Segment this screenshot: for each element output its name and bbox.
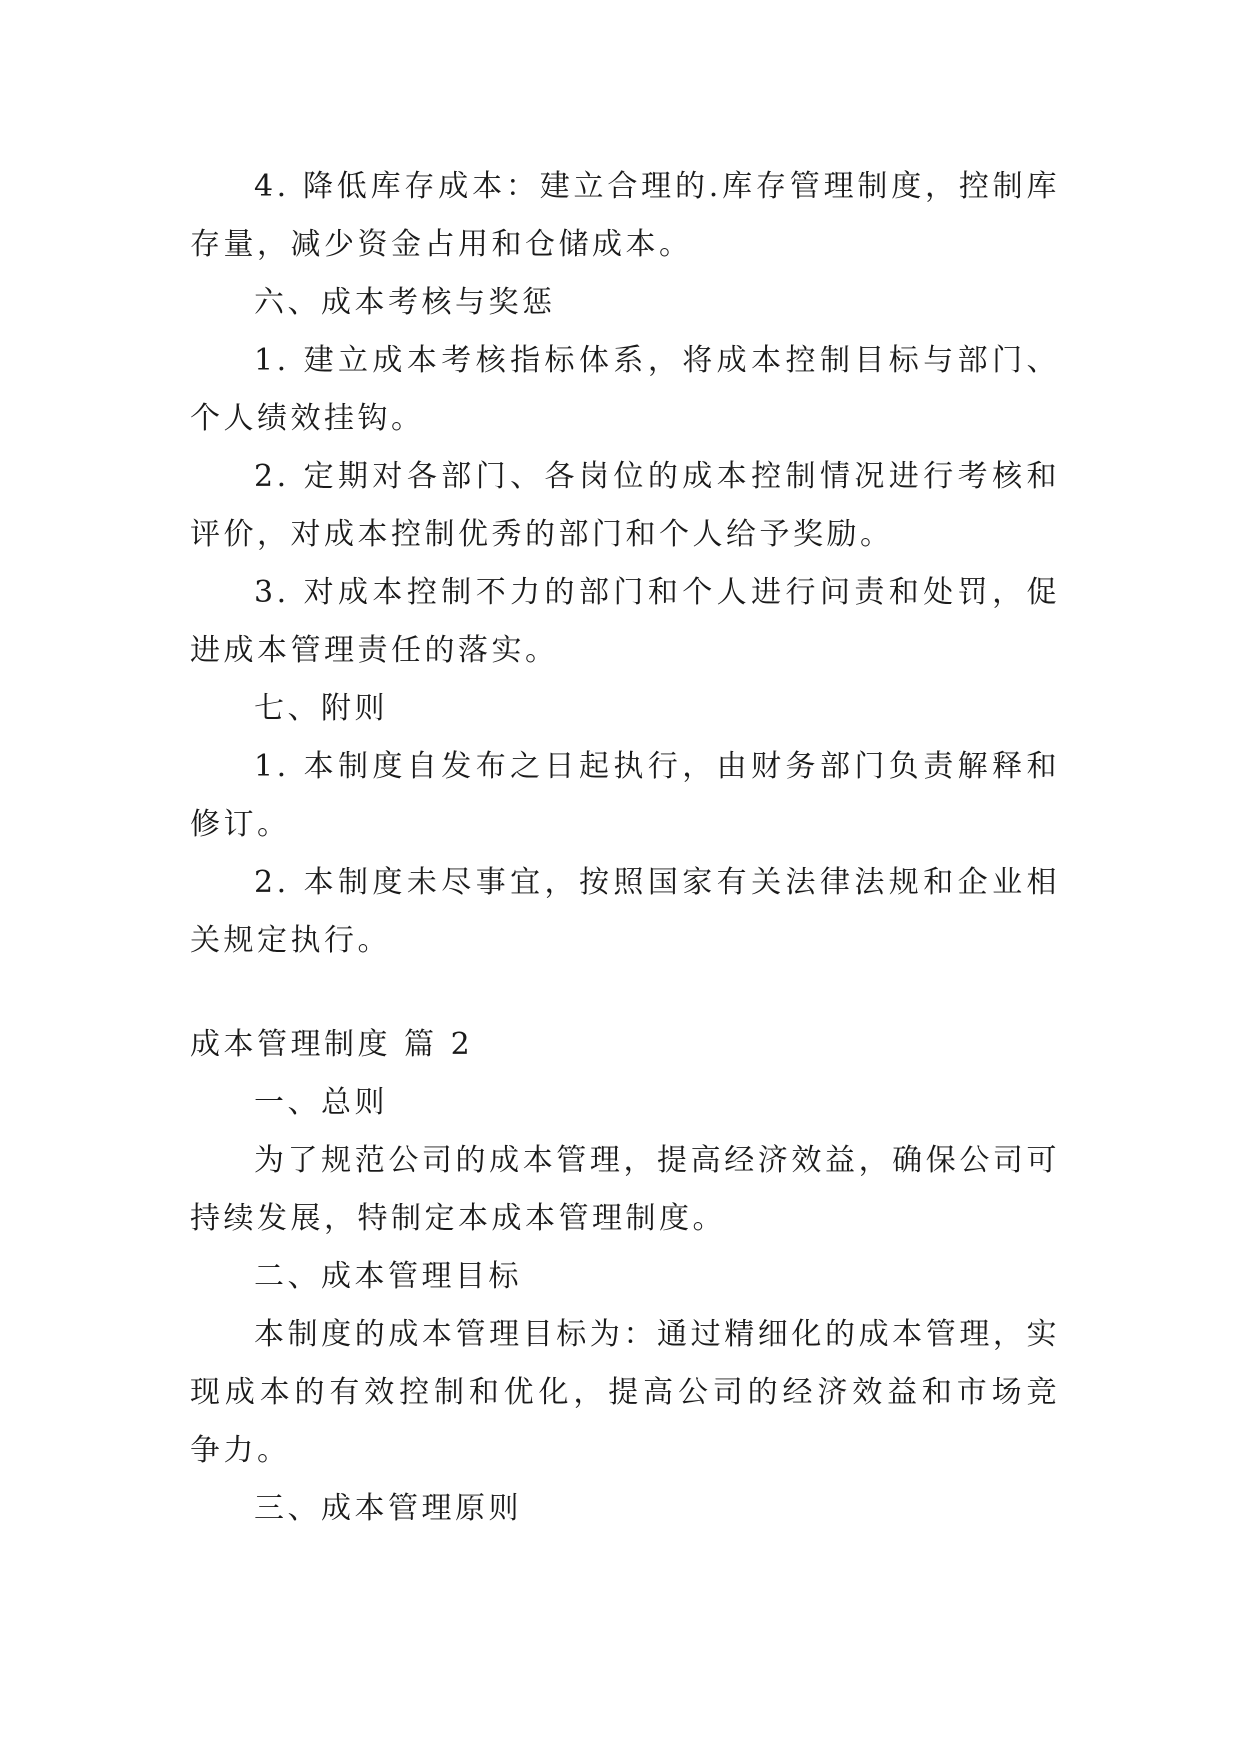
paragraph-periodic-assessment: 2. 定期对各部门、各岗位的成本控制情况进行考核和评价，对成本控制优秀的部门和个人给予奖励。	[190, 459, 1060, 552]
document-title-part-2: 成本管理制度 篇 2	[190, 1027, 474, 1062]
section-heading-general: 一、总则	[254, 1085, 388, 1120]
paragraph-unspecified-matters: 2. 本制度未尽事宜，按照国家有关法律法规和企业相关规定执行。	[190, 865, 1060, 958]
paragraph-assessment-indicators: 1. 建立成本考核指标体系，将成本控制目标与部门、个人绩效挂钩。	[190, 343, 1060, 436]
section-heading-supplementary: 七、附则	[254, 691, 388, 726]
paragraph-reduce-inventory-cost: 4. 降低库存成本：建立合理的.库存管理制度，控制库存量，减少资金占用和仓储成本。	[190, 169, 1060, 262]
paragraph-objectives: 本制度的成本管理目标为：通过精细化的成本管理，实现成本的有效控制和优化，提高公司的经济效益和市场竞争力。	[190, 1317, 1060, 1468]
paragraph-purpose: 为了规范公司的成本管理，提高经济效益，确保公司可持续发展，特制定本成本管理制度。	[190, 1143, 1060, 1236]
document-page	[190, 158, 1060, 1538]
section-heading-objectives: 二、成本管理目标	[254, 1259, 522, 1294]
paragraph-effective-date: 1. 本制度自发布之日起执行，由财务部门负责解释和修订。	[190, 749, 1060, 842]
section-heading-principles: 三、成本管理原则	[254, 1491, 522, 1526]
paragraph-accountability: 3. 对成本控制不力的部门和个人进行问责和处罚，促进成本管理责任的落实。	[190, 575, 1060, 668]
section-heading-cost-assessment: 六、成本考核与奖惩	[254, 285, 556, 320]
